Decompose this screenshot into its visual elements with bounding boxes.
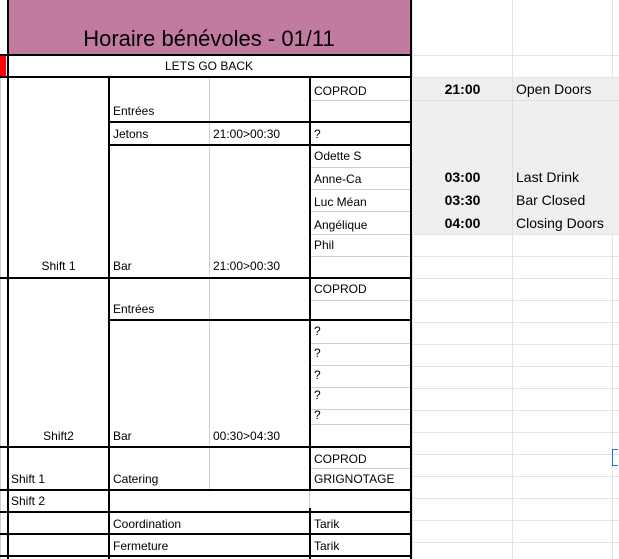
shift1-bar-role: Bar xyxy=(113,259,132,273)
shift2-bar-staff: ? xyxy=(314,368,321,382)
grid-line xyxy=(412,388,619,389)
fermeture-staff: Tarik xyxy=(314,539,340,553)
grid-line xyxy=(209,448,210,490)
grid-line xyxy=(311,343,410,344)
grid-line xyxy=(512,78,513,234)
grid-line xyxy=(311,211,410,212)
timeline-event: Last Drink xyxy=(516,169,580,185)
grid-line xyxy=(412,542,619,543)
shift2-bar-time: 00:30>04:30 xyxy=(213,429,281,443)
grid-line xyxy=(412,410,619,411)
timeline-time: 21:00 xyxy=(444,81,481,97)
table-border xyxy=(410,0,412,559)
grid-line xyxy=(0,76,1,559)
grid-line xyxy=(412,432,619,433)
catering-role: Catering xyxy=(113,472,159,486)
grid-line xyxy=(311,387,410,388)
cell-selection-handle[interactable] xyxy=(612,449,618,466)
shift2-bar-role: Bar xyxy=(113,429,132,443)
grid-line xyxy=(412,300,619,301)
grid-line xyxy=(412,476,619,477)
shift1-entrees-staff: COPROD xyxy=(314,84,367,98)
catering-staff-b: GRIGNOTAGE xyxy=(314,472,395,486)
timeline-event: Open Doors xyxy=(516,81,592,97)
grid-line xyxy=(309,491,310,508)
red-marker xyxy=(0,56,6,76)
table-border xyxy=(0,54,412,56)
grid-line xyxy=(412,366,619,367)
grid-line xyxy=(412,520,619,521)
catering-shift-b: Shift 2 xyxy=(11,494,46,508)
grid-line xyxy=(412,256,619,257)
table-border xyxy=(0,277,412,279)
timeline-time: 03:30 xyxy=(444,192,481,208)
table-border xyxy=(0,76,412,78)
grid-line xyxy=(412,278,619,279)
grid-line xyxy=(412,322,619,323)
catering-staff-a: COPROD xyxy=(314,452,367,466)
grid-line xyxy=(311,256,410,257)
table-border xyxy=(0,489,412,491)
shift1-jetons-role: Jetons xyxy=(113,127,149,141)
page-title: Horaire bénévoles - 01/11 xyxy=(83,26,335,51)
catering-shift-a: Shift 1 xyxy=(11,472,46,486)
shift1-bar-time: 21:00>00:30 xyxy=(213,259,281,273)
timeline-summary xyxy=(412,78,619,234)
shift1-jetons-staff: ? xyxy=(314,127,321,141)
grid-line xyxy=(311,468,410,469)
shift2-bar-staff: ? xyxy=(314,346,321,360)
grid-line xyxy=(311,424,410,425)
grid-line xyxy=(311,365,410,366)
table-border xyxy=(108,144,412,146)
timeline-time: 03:00 xyxy=(444,169,481,185)
grid-line xyxy=(209,279,210,445)
table-border xyxy=(0,511,412,513)
shift1-bar-staff: Anne-Ca xyxy=(314,172,362,186)
shift2-entrees-role: Entrées xyxy=(113,302,155,316)
grid-line xyxy=(412,498,619,499)
timeline-event: Bar Closed xyxy=(516,192,586,208)
grid-line xyxy=(311,100,410,101)
table-border xyxy=(108,319,412,321)
shift2-entrees-staff: COPROD xyxy=(314,282,367,296)
grid-line xyxy=(412,100,619,101)
shift1-entrees-role: Entrées xyxy=(113,104,155,118)
timeline-event: Closing Doors xyxy=(516,215,604,231)
coordination-staff: Tarik xyxy=(314,517,340,531)
shift1-jetons-time: 21:00>00:30 xyxy=(213,127,281,141)
fermeture-role: Fermeture xyxy=(113,539,169,553)
table-border xyxy=(0,555,412,557)
shift2-label: Shift2 xyxy=(43,429,74,443)
grid-line xyxy=(412,454,619,455)
table-border xyxy=(108,121,412,123)
grid-line xyxy=(412,344,619,345)
coordination-role: Coordination xyxy=(113,517,182,531)
grid-line xyxy=(311,300,410,301)
subtitle: LETS GO BACK xyxy=(164,59,254,73)
grid-line xyxy=(311,189,410,190)
grid-line xyxy=(412,55,619,56)
shift2-bar-staff: ? xyxy=(314,408,321,422)
timeline-time: 04:00 xyxy=(444,215,481,231)
table-border xyxy=(0,446,412,448)
shift1-bar-staff: Odette S xyxy=(314,149,362,163)
shift1-bar-staff: Luc Méan xyxy=(314,195,367,209)
table-border xyxy=(0,533,412,535)
shift1-bar-staff: Angélique xyxy=(314,218,368,232)
grid-line xyxy=(209,78,210,275)
grid-line xyxy=(311,409,410,410)
shift2-bar-staff: ? xyxy=(314,388,321,402)
table-border xyxy=(7,0,9,559)
shift1-bar-staff: Phil xyxy=(314,238,335,252)
shift2-bar-staff: ? xyxy=(314,324,321,338)
table-border xyxy=(309,78,311,491)
grid-line xyxy=(412,234,619,235)
grid-line xyxy=(311,167,410,168)
shift1-label: Shift 1 xyxy=(41,259,76,273)
grid-line xyxy=(311,234,410,235)
